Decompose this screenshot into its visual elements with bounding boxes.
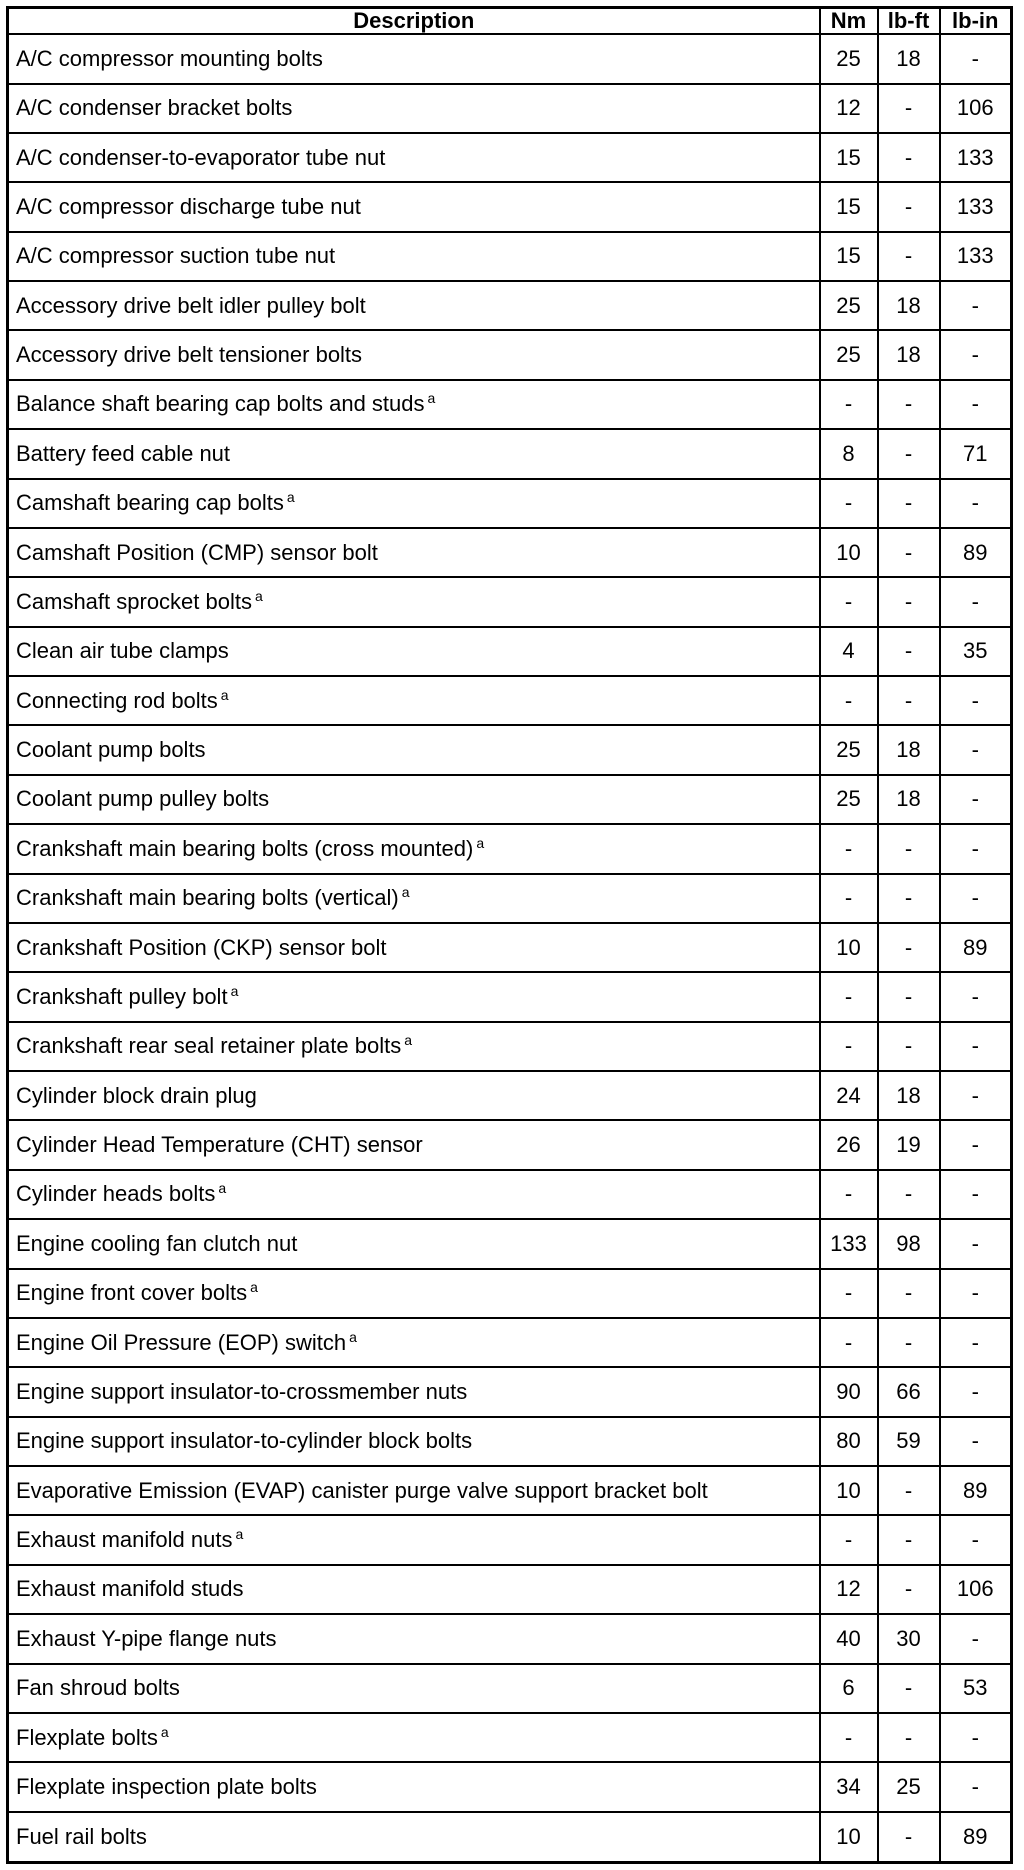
cell-nm: 25: [820, 725, 878, 774]
description-text: Engine Oil Pressure (EOP) switch: [16, 1329, 347, 1355]
table-row: [8, 1565, 1012, 1614]
table-body: [8, 34, 1012, 1862]
cell-description: [8, 874, 820, 923]
cell-lbin: 106: [940, 84, 1012, 133]
cell-description: [8, 528, 820, 577]
description-text: Connecting rod bolts: [16, 687, 218, 713]
description-text: A/C condenser bracket bolts: [16, 95, 293, 121]
footnote-marker: a: [230, 982, 239, 999]
cell-description: [8, 972, 820, 1021]
description-text: Flexplate bolts: [16, 1724, 158, 1750]
cell-lbft: -: [878, 1318, 940, 1367]
header-lbin: lb-in: [940, 8, 1012, 35]
footnote-marker: a: [404, 1032, 412, 1049]
table-row: [8, 775, 1012, 824]
cell-description: [8, 380, 820, 429]
table-row: [8, 528, 1012, 577]
cell-lbft: -: [878, 874, 940, 923]
cell-lbft: -: [878, 1713, 940, 1762]
cell-lbft: -: [878, 528, 940, 577]
cell-lbft: -: [878, 1515, 940, 1564]
cell-lbft: -: [878, 577, 940, 626]
cell-description: [8, 34, 820, 83]
cell-lbin: 89: [940, 528, 1012, 577]
description-text: Coolant pump pulley bolts: [16, 786, 270, 812]
table-row: [8, 1367, 1012, 1416]
cell-description: [8, 1466, 820, 1515]
cell-lbin: -: [940, 1713, 1012, 1762]
cell-lbft: -: [878, 429, 940, 478]
cell-lbft: -: [878, 232, 940, 281]
cell-nm: 4: [820, 627, 878, 676]
table-row: [8, 874, 1012, 923]
cell-lbft: 18: [878, 281, 940, 330]
cell-description: [8, 676, 820, 725]
description-text: Accessory drive belt idler pulley bolt: [16, 292, 366, 318]
description-text: Crankshaft Position (CKP) sensor bolt: [16, 934, 387, 960]
cell-description: [8, 1269, 820, 1318]
cell-nm: 10: [820, 1466, 878, 1515]
table-row: [8, 1515, 1012, 1564]
cell-nm: -: [820, 1269, 878, 1318]
cell-lbft: -: [878, 1466, 940, 1515]
description-text: Fuel rail bolts: [16, 1823, 147, 1849]
cell-description: [8, 1565, 820, 1614]
cell-lbft: 18: [878, 34, 940, 83]
cell-lbft: 59: [878, 1417, 940, 1466]
cell-nm: 90: [820, 1367, 878, 1416]
description-text: Exhaust Y-pipe flange nuts: [16, 1625, 277, 1651]
table-row: [8, 1466, 1012, 1515]
cell-nm: -: [820, 824, 878, 873]
description-text: Crankshaft rear seal retainer plate bolts: [16, 1033, 402, 1059]
cell-lbft: -: [878, 1022, 940, 1071]
cell-nm: -: [820, 479, 878, 528]
cell-lbft: 18: [878, 330, 940, 379]
table-row: [8, 182, 1012, 231]
cell-description: [8, 232, 820, 281]
cell-lbft: -: [878, 479, 940, 528]
cell-lbin: -: [940, 725, 1012, 774]
cell-nm: -: [820, 874, 878, 923]
cell-lbft: -: [878, 133, 940, 182]
footnote-marker: a: [235, 1526, 244, 1543]
cell-nm: 25: [820, 34, 878, 83]
cell-nm: 12: [820, 1565, 878, 1614]
table-row: [8, 1170, 1012, 1219]
cell-description: [8, 330, 820, 379]
cell-lbft: 98: [878, 1219, 940, 1268]
cell-lbin: -: [940, 1318, 1012, 1367]
cell-description: [8, 1170, 820, 1219]
cell-nm: 10: [820, 1812, 878, 1863]
table-row: [8, 1713, 1012, 1762]
cell-nm: 10: [820, 923, 878, 972]
description-text: A/C compressor suction tube nut: [16, 243, 336, 269]
table-row: [8, 1022, 1012, 1071]
cell-description: [8, 133, 820, 182]
table-row: [8, 1664, 1012, 1713]
cell-description: [8, 1713, 820, 1762]
cell-nm: 12: [820, 84, 878, 133]
cell-description: [8, 824, 820, 873]
cell-nm: 25: [820, 775, 878, 824]
header-nm: Nm: [820, 8, 878, 35]
description-text: Cylinder Head Temperature (CHT) sensor: [16, 1132, 423, 1158]
cell-nm: 40: [820, 1614, 878, 1663]
table-row: [8, 1614, 1012, 1663]
cell-description: [8, 1812, 820, 1863]
cell-lbin: -: [940, 1515, 1012, 1564]
description-text: Engine cooling fan clutch nut: [16, 1230, 298, 1256]
cell-lbin: -: [940, 479, 1012, 528]
torque-spec-table: [6, 6, 1013, 1864]
cell-lbft: -: [878, 972, 940, 1021]
cell-lbin: 35: [940, 627, 1012, 676]
cell-lbin: -: [940, 281, 1012, 330]
description-text: Battery feed cable nut: [16, 440, 231, 466]
footnote-marker: a: [220, 686, 229, 703]
cell-description: [8, 1664, 820, 1713]
cell-nm: -: [820, 676, 878, 725]
description-text: Accessory drive belt tensioner bolts: [16, 342, 363, 368]
cell-lbin: 133: [940, 182, 1012, 231]
cell-lbin: -: [940, 972, 1012, 1021]
cell-lbin: -: [940, 1170, 1012, 1219]
cell-nm: -: [820, 1515, 878, 1564]
cell-lbft: 18: [878, 725, 940, 774]
cell-lbft: 18: [878, 1071, 940, 1120]
description-text: Crankshaft pulley bolt: [16, 983, 228, 1009]
cell-lbin: -: [940, 380, 1012, 429]
cell-lbft: -: [878, 923, 940, 972]
cell-description: [8, 627, 820, 676]
table-row: [8, 1269, 1012, 1318]
cell-lbin: -: [940, 1219, 1012, 1268]
cell-description: [8, 1219, 820, 1268]
cell-lbft: -: [878, 182, 940, 231]
cell-nm: 6: [820, 1664, 878, 1713]
cell-description: [8, 1515, 820, 1564]
table-row: [8, 972, 1012, 1021]
cell-description: [8, 725, 820, 774]
cell-nm: -: [820, 577, 878, 626]
cell-description: [8, 577, 820, 626]
header-lbft: lb-ft: [878, 8, 940, 35]
description-text: A/C compressor mounting bolts: [16, 45, 323, 71]
cell-lbft: -: [878, 1812, 940, 1863]
table-row: [8, 1762, 1012, 1811]
table-row: [8, 479, 1012, 528]
cell-lbin: -: [940, 1417, 1012, 1466]
cell-lbft: 66: [878, 1367, 940, 1416]
cell-description: [8, 479, 820, 528]
cell-lbft: -: [878, 676, 940, 725]
cell-lbin: -: [940, 1367, 1012, 1416]
table-row: [8, 380, 1012, 429]
cell-lbin: -: [940, 1120, 1012, 1169]
table-row: [8, 133, 1012, 182]
cell-description: [8, 1417, 820, 1466]
cell-nm: 15: [820, 133, 878, 182]
description-text: Crankshaft main bearing bolts (vertical): [16, 885, 399, 911]
cell-description: [8, 84, 820, 133]
table-row: [8, 1812, 1012, 1863]
cell-lbin: -: [940, 1614, 1012, 1663]
table-header-row: [8, 8, 1012, 35]
description-text: Engine support insulator-to-cylinder block bolts: [16, 1428, 473, 1454]
table-row: [8, 34, 1012, 83]
description-text: Camshaft Position (CMP) sensor bolt: [16, 539, 378, 565]
table-row: [8, 1219, 1012, 1268]
cell-nm: 133: [820, 1219, 878, 1268]
cell-lbft: 18: [878, 775, 940, 824]
cell-lbin: 89: [940, 1466, 1012, 1515]
cell-description: [8, 1367, 820, 1416]
cell-description: [8, 429, 820, 478]
table-row: [8, 577, 1012, 626]
cell-lbft: -: [878, 824, 940, 873]
cell-lbin: 89: [940, 1812, 1012, 1863]
cell-lbft: -: [878, 1269, 940, 1318]
table-row: [8, 232, 1012, 281]
cell-nm: 24: [820, 1071, 878, 1120]
table-row: [8, 824, 1012, 873]
cell-lbin: 133: [940, 232, 1012, 281]
description-text: Evaporative Emission (EVAP) canister purge valve support bracket bolt: [16, 1477, 708, 1503]
footnote-marker: a: [349, 1328, 357, 1345]
footnote-marker: a: [476, 834, 485, 851]
footnote-marker: a: [427, 390, 436, 407]
cell-nm: 15: [820, 182, 878, 231]
cell-lbft: -: [878, 1664, 940, 1713]
cell-description: [8, 1318, 820, 1367]
cell-lbin: -: [940, 824, 1012, 873]
cell-description: [8, 1022, 820, 1071]
cell-lbin: 89: [940, 923, 1012, 972]
cell-lbin: 71: [940, 429, 1012, 478]
table-row: [8, 429, 1012, 478]
cell-description: [8, 1120, 820, 1169]
cell-lbin: -: [940, 1269, 1012, 1318]
footnote-marker: a: [160, 1723, 169, 1740]
table-row: [8, 330, 1012, 379]
description-text: Exhaust manifold nuts: [16, 1527, 233, 1553]
description-text: Cylinder block drain plug: [16, 1082, 257, 1108]
cell-lbin: 133: [940, 133, 1012, 182]
cell-lbft: 19: [878, 1120, 940, 1169]
cell-nm: -: [820, 1318, 878, 1367]
table-row: [8, 1318, 1012, 1367]
description-text: Engine front cover bolts: [16, 1280, 248, 1306]
cell-lbin: -: [940, 1762, 1012, 1811]
footnote-marker: a: [218, 1180, 227, 1197]
cell-nm: 8: [820, 429, 878, 478]
description-text: Camshaft sprocket bolts: [16, 588, 252, 614]
table-row: [8, 676, 1012, 725]
cell-lbin: -: [940, 1022, 1012, 1071]
cell-nm: 25: [820, 330, 878, 379]
description-text: Flexplate inspection plate bolts: [16, 1773, 317, 1799]
cell-lbin: -: [940, 676, 1012, 725]
description-text: A/C condenser-to-evaporator tube nut: [16, 144, 386, 170]
cell-nm: 26: [820, 1120, 878, 1169]
cell-lbft: 25: [878, 1762, 940, 1811]
footnote-marker: a: [401, 884, 410, 901]
cell-nm: 25: [820, 281, 878, 330]
footnote-marker: a: [286, 489, 295, 506]
table-row: [8, 1120, 1012, 1169]
table-row: [8, 923, 1012, 972]
cell-description: [8, 775, 820, 824]
description-text: Coolant pump bolts: [16, 737, 206, 763]
cell-nm: 15: [820, 232, 878, 281]
description-text: Cylinder heads bolts: [16, 1181, 216, 1207]
cell-lbin: -: [940, 577, 1012, 626]
table-row: [8, 725, 1012, 774]
cell-lbin: 106: [940, 1565, 1012, 1614]
cell-description: [8, 923, 820, 972]
description-text: Engine support insulator-to-crossmember nuts: [16, 1378, 468, 1404]
cell-lbft: -: [878, 1170, 940, 1219]
cell-lbin: -: [940, 34, 1012, 83]
cell-nm: -: [820, 1170, 878, 1219]
cell-nm: 10: [820, 528, 878, 577]
cell-lbft: -: [878, 380, 940, 429]
cell-lbft: 30: [878, 1614, 940, 1663]
cell-lbft: -: [878, 84, 940, 133]
cell-nm: -: [820, 1713, 878, 1762]
description-text: Balance shaft bearing cap bolts and studs: [16, 391, 425, 417]
description-text: Clean air tube clamps: [16, 638, 229, 664]
cell-nm: -: [820, 972, 878, 1021]
cell-description: [8, 1071, 820, 1120]
cell-nm: -: [820, 380, 878, 429]
table-row: [8, 1417, 1012, 1466]
cell-lbin: -: [940, 874, 1012, 923]
description-text: Exhaust manifold studs: [16, 1576, 244, 1602]
footnote-marker: a: [250, 1279, 258, 1296]
cell-description: [8, 1614, 820, 1663]
table-row: [8, 281, 1012, 330]
cell-lbin: -: [940, 1071, 1012, 1120]
cell-nm: -: [820, 1022, 878, 1071]
footnote-marker: a: [254, 587, 263, 604]
cell-description: [8, 1762, 820, 1811]
cell-lbin: -: [940, 775, 1012, 824]
cell-lbft: -: [878, 627, 940, 676]
description-text: Camshaft bearing cap bolts: [16, 490, 284, 516]
description-text: A/C compressor discharge tube nut: [16, 193, 361, 219]
table-row: [8, 627, 1012, 676]
table-row: [8, 84, 1012, 133]
cell-lbin: 53: [940, 1664, 1012, 1713]
cell-description: [8, 281, 820, 330]
cell-lbft: -: [878, 1565, 940, 1614]
cell-nm: 80: [820, 1417, 878, 1466]
cell-description: [8, 182, 820, 231]
description-text: Fan shroud bolts: [16, 1675, 180, 1701]
description-text: Crankshaft main bearing bolts (cross mounted): [16, 835, 474, 861]
header-description: Description: [8, 8, 820, 35]
cell-nm: 34: [820, 1762, 878, 1811]
cell-lbin: -: [940, 330, 1012, 379]
table-row: [8, 1071, 1012, 1120]
